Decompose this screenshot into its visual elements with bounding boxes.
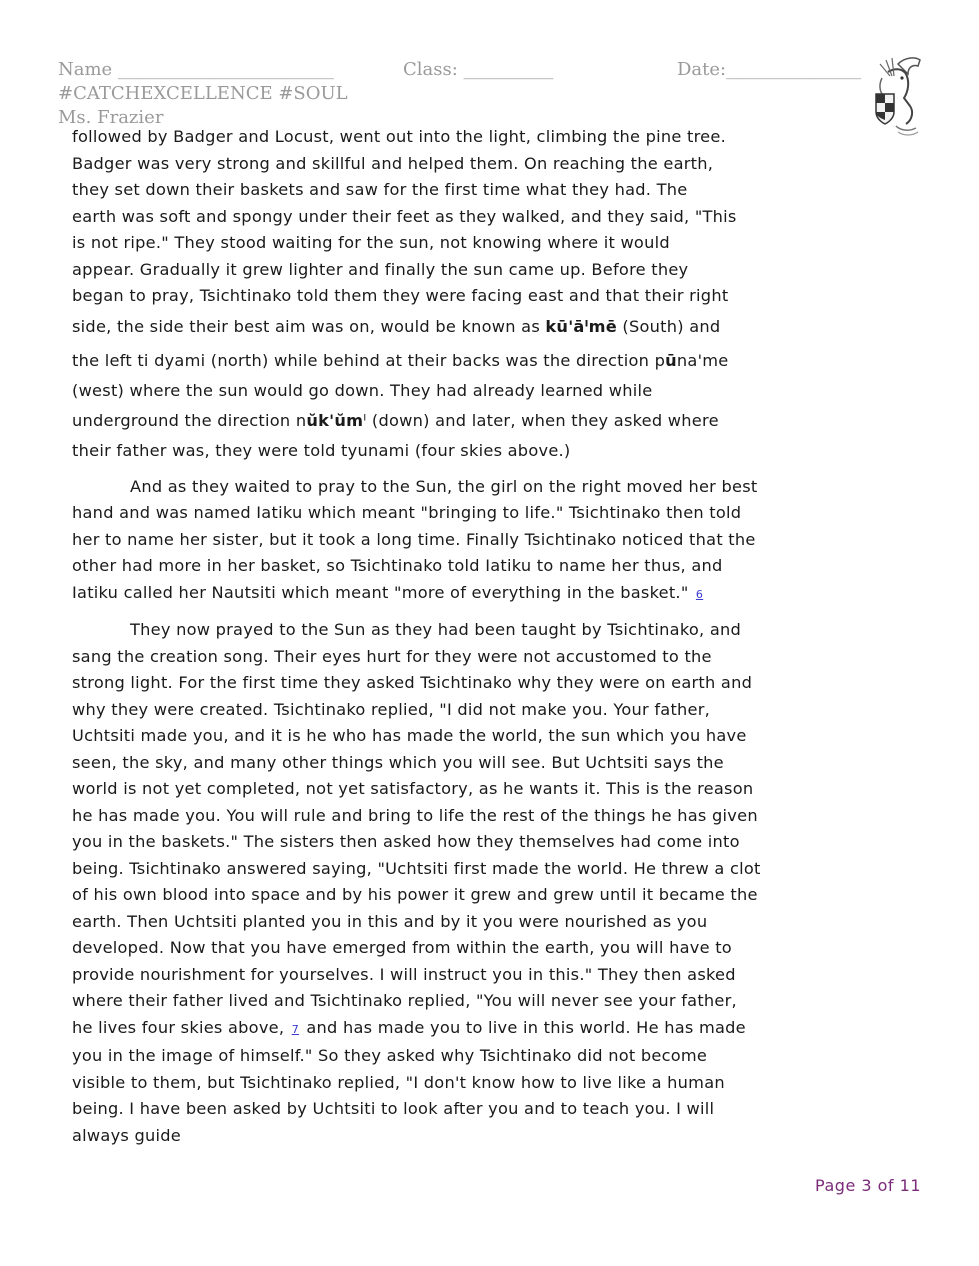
text-line: earth was soft and spongy under their feet as they walked, and they said, "This xyxy=(72,206,737,226)
text-line: Badger was very strong and skillful and helped them. On reaching the earth, xyxy=(72,153,714,173)
text-line: followed by Badger and Locust, went out into the light, climbing the pine tree. xyxy=(72,127,726,146)
teacher-name: Ms. Frazier xyxy=(58,107,164,128)
text-line: began to pray, Tsichtinako told them they were facing east and that their right xyxy=(72,286,729,305)
paragraph-3 xyxy=(72,617,762,1149)
paragraph-2-text: And as they waited to pray to the Sun, the girl on the right moved her best hand and was named Iatiku which meant "bringing to life." Tsichtinako then told her to name her sister, but it took a long time. Finally Tsichtinako noticed that the other had more in her basket, so Tsichtinako told Iatiku to name her thus, and Iatiku called her Nautsiti which meant "more of everything in the basket." xyxy=(72,476,758,602)
footnote-6-link[interactable]: 6 xyxy=(695,587,704,601)
footnote-7-link[interactable]: 7 xyxy=(291,1022,299,1036)
text-line: (west) where the sun would go down. They had already learned while xyxy=(72,380,653,400)
text-line: the left ti dyami (north) while behind at their backs was the direction pūna'me xyxy=(72,350,729,370)
griffin-crest-icon xyxy=(868,54,926,138)
paragraph-2 xyxy=(72,474,762,609)
south-term: kū'āᴵmē xyxy=(545,316,617,336)
paragraph-1 xyxy=(72,124,762,465)
paragraph-3-text: They now prayed to the Sun as they had been taught by Tsichtinako, and sang the creation song. Their eyes hurt for they were not accustomed to the strong light. For the first time they asked Tsichtinako why they were on earth and why they were created. Tsichtinako replied, "I did not make you. Your father, Uchtsiti made you, and it is he who has made the world, the sun which you have seen, the sky, and many other things which you will see. But Uchtsiti says the world is not yet completed, not yet satisfactory, as he wants it. This is the reason he has made you. You will rule and bring to life the rest of the things he has given you in the baskets." The sisters then asked how they themselves had come into being. Tsichtinako answered saying, "Uchtsiti first made the world. He threw a clot of his own blood into space and by his power it grew and grew until it became the earth. Then Uchtsiti planted you in this and by it you were nourished as you developed. Now that you have emerged from within the earth, you will have to provide nourishment for yourselves. I will instruct you in this." They then asked where their father lived and Tsichtinako replied, "You will never see your father, he lives four skies above, xyxy=(72,620,761,1037)
page-number: Page 3 of 11 xyxy=(815,1176,921,1195)
west-term-vowel: ū xyxy=(665,350,677,370)
text-line: is not ripe." They stood waiting for the sun, not knowing where it would xyxy=(72,233,670,252)
text-line: they set down their baskets and saw for the first time what they had. The xyxy=(72,180,688,199)
worksheet-header xyxy=(58,58,888,130)
paragraph-3-text-continued: and has made you to live in this world. He has made you in the image of himself." So they asked why Tsichtinako did not become visible to them, but Tsichtinako replied, "I don't know how to live like a human being. I have been asked by Uchtsiti to look after you and to teach you. I will always guide xyxy=(72,1017,746,1145)
header-fields-row xyxy=(58,58,888,82)
text-line: underground the direction nŭk'ŭmᴵ (down) and later, when they asked where xyxy=(72,411,719,430)
story-body xyxy=(72,124,762,1149)
text-line: side, the side their best aim was on, would be known as kū'āᴵmē (South) and xyxy=(72,316,721,336)
date-field[interactable]: Date:_______________ xyxy=(677,59,862,80)
class-field[interactable]: Class: __________ xyxy=(403,59,554,80)
hashtags: #CATCHEXCELLENCE #SOUL xyxy=(58,83,348,104)
name-field[interactable]: Name ________________________ xyxy=(58,59,334,80)
text-line: their father was, they were told tyunami (four skies above.) xyxy=(72,441,571,460)
text-line: appear. Gradually it grew lighter and finally the sun came up. Before they xyxy=(72,259,689,279)
down-term: ŭk'ŭm xyxy=(306,411,364,430)
